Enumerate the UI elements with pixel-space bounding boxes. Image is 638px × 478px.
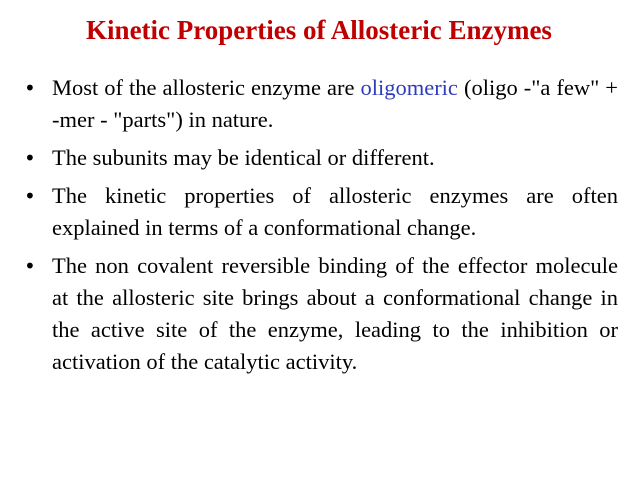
bullet-item-3 xyxy=(22,180,618,244)
bullet-1-text-before: Most of the allosteric enzyme are xyxy=(52,75,361,100)
bullet-item-4 xyxy=(22,250,618,378)
bullet-1-highlight-oligomeric: oligomeric xyxy=(360,75,458,100)
bullet-4-text: The non covalent reversible binding of the effector molecule at the allosteric site brings about a conformational change in the active site of the enzyme, leading to the inhibition or activation of the catalytic activity. xyxy=(52,253,618,374)
bullet-item-1 xyxy=(22,72,618,136)
bullet-item-2 xyxy=(22,142,618,174)
bullet-1-text-after: (oligo -"a few" + -mer - "parts") in nature. xyxy=(52,75,618,132)
slide-title: Kinetic Properties of Allosteric Enzymes xyxy=(86,15,552,45)
bullet-3-text: The kinetic properties of allosteric enzymes are often explained in terms of a conformational change. xyxy=(52,183,618,240)
bullet-list xyxy=(22,72,618,384)
bullet-2-text: The subunits may be identical or different. xyxy=(52,145,435,170)
